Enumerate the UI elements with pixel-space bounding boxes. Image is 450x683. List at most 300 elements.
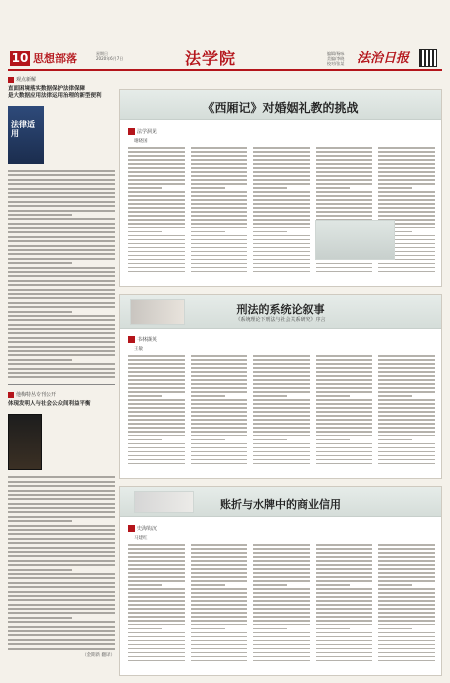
- text-line: [316, 455, 373, 457]
- text-line: [378, 191, 435, 193]
- text-line: [191, 403, 248, 405]
- text-line: [191, 584, 225, 586]
- text-line: [378, 644, 435, 646]
- text-line: [191, 159, 248, 161]
- text-line: [191, 399, 248, 401]
- text-line: [253, 195, 310, 197]
- text-line: [8, 494, 115, 496]
- text-line: [128, 363, 185, 365]
- text-line: [8, 359, 72, 361]
- text-line: [316, 371, 373, 373]
- column-tag-label: 书林撷英: [137, 337, 158, 343]
- text-line: [8, 210, 115, 212]
- text-line: [128, 187, 162, 189]
- text-line: [378, 419, 435, 421]
- text-line: [128, 163, 185, 165]
- text-line: [316, 151, 373, 153]
- text-line: [378, 576, 435, 578]
- text-line: [316, 387, 373, 389]
- text-line: [128, 179, 185, 181]
- left-section-tag-2: [8, 391, 115, 398]
- text-line: [253, 596, 310, 598]
- text-line: [128, 267, 185, 269]
- text-line: [316, 271, 373, 273]
- text-line: [378, 439, 412, 441]
- text-line: [8, 289, 115, 291]
- text-line: [191, 568, 248, 570]
- text-line: [8, 643, 115, 645]
- text-line: [316, 207, 373, 209]
- text-line: [316, 183, 373, 185]
- text-line: [128, 175, 185, 177]
- text-line: [378, 151, 435, 153]
- text-line: [128, 656, 185, 658]
- text-line: [8, 236, 115, 238]
- text-line: [378, 359, 435, 361]
- text-line: [128, 628, 162, 630]
- text-line: [253, 451, 310, 453]
- text-line: [128, 383, 185, 385]
- text-line: [316, 576, 373, 578]
- text-line: [378, 199, 435, 201]
- text-line: [316, 660, 373, 662]
- text-line: [253, 407, 310, 409]
- text-line: [128, 227, 185, 229]
- text-line: [378, 616, 435, 618]
- text-line: [316, 604, 373, 606]
- text-line: [316, 419, 373, 421]
- newspaper-logo: 法治日报: [357, 51, 410, 66]
- text-line: [191, 463, 248, 465]
- text-line: [378, 371, 435, 373]
- text-line: [378, 427, 435, 429]
- text-line: [128, 195, 185, 197]
- text-line: [8, 332, 115, 334]
- text-line: [128, 600, 185, 602]
- text-line: [128, 263, 185, 265]
- text-line: [316, 592, 373, 594]
- text-line: [8, 267, 115, 269]
- qr-code-icon: [419, 49, 437, 67]
- text-line: [378, 175, 435, 177]
- text-line: [191, 167, 248, 169]
- text-line: [8, 324, 115, 326]
- text-line: [128, 207, 185, 209]
- text-line: [253, 227, 310, 229]
- text-line: [8, 507, 115, 509]
- article-panel-commercial-credit: [119, 486, 442, 676]
- text-line: [8, 511, 115, 513]
- text-line: [191, 644, 248, 646]
- text-line: [191, 195, 248, 197]
- text-line: [316, 159, 373, 161]
- text-line: [253, 564, 310, 566]
- text-line: [378, 636, 435, 638]
- text-line: [316, 612, 373, 614]
- text-line: [316, 411, 373, 413]
- text-line: [316, 415, 373, 417]
- text-line: [8, 192, 115, 194]
- text-line: [316, 435, 373, 437]
- text-line: [8, 551, 115, 553]
- text-line: [253, 636, 310, 638]
- text-line: [378, 267, 435, 269]
- text-line: [128, 387, 185, 389]
- text-line: [191, 660, 248, 662]
- text-line: [378, 640, 435, 642]
- text-line: [191, 616, 248, 618]
- text-line: [253, 163, 310, 165]
- text-line: [128, 612, 185, 614]
- text-line: [8, 245, 115, 247]
- text-line: [316, 560, 373, 562]
- text-line: [316, 443, 373, 445]
- text-line: [191, 600, 248, 602]
- text-line: [378, 451, 435, 453]
- text-line: [253, 203, 310, 205]
- text-line: [8, 306, 115, 308]
- text-line: [316, 211, 373, 213]
- text-line: [316, 640, 373, 642]
- text-line: [128, 159, 185, 161]
- text-line: [191, 431, 248, 433]
- text-line: [316, 163, 373, 165]
- text-line: [253, 379, 310, 381]
- text-line: [253, 652, 310, 654]
- text-line: [316, 572, 373, 574]
- text-line: [191, 207, 248, 209]
- text-line: [191, 263, 248, 265]
- text-line: [378, 387, 435, 389]
- text-line: [253, 656, 310, 658]
- text-line: [191, 423, 248, 425]
- text-line: [253, 568, 310, 570]
- text-line: [378, 435, 435, 437]
- text-line: [8, 481, 115, 483]
- text-line: [378, 588, 435, 590]
- text-line: [316, 171, 373, 173]
- editor-credits: [327, 51, 344, 66]
- left-headline-2: 体现发明人与社会公众间利益平衡: [8, 401, 91, 408]
- text-line: [253, 187, 287, 189]
- text-line: [8, 183, 115, 185]
- text-line: [378, 620, 435, 622]
- article-title: 《西厢记》对婚姻礼教的挑战: [202, 101, 359, 115]
- text-line: [253, 644, 310, 646]
- text-line: [128, 191, 185, 193]
- left-subheadline: 是大数据应用法律运用治理的新型便利: [8, 93, 102, 99]
- text-line: [128, 560, 185, 562]
- text-line: [253, 259, 310, 261]
- text-line: [316, 648, 373, 650]
- text-line: [253, 447, 310, 449]
- text-line: [316, 564, 373, 566]
- text-line: [316, 608, 373, 610]
- text-line: [316, 399, 373, 401]
- text-line: [378, 596, 435, 598]
- text-line: [8, 490, 115, 492]
- article-column-tag: [128, 336, 157, 343]
- proofreader-credit: 校对/张某: [327, 61, 345, 66]
- text-line: [316, 584, 350, 586]
- text-line: [191, 411, 248, 413]
- text-line: [128, 568, 185, 570]
- text-line: [191, 387, 248, 389]
- text-line: [128, 355, 185, 357]
- text-line: [253, 367, 310, 369]
- text-line: [378, 415, 435, 417]
- text-line: [128, 203, 185, 205]
- text-line: [128, 407, 185, 409]
- text-line: [316, 367, 373, 369]
- text-line: [253, 167, 310, 169]
- text-column: [316, 355, 373, 467]
- text-line: [8, 337, 115, 339]
- text-line: [253, 608, 310, 610]
- text-line: [8, 599, 115, 601]
- text-line: [128, 660, 185, 662]
- text-line: [253, 207, 310, 209]
- text-line: [191, 171, 248, 173]
- text-line: [378, 159, 435, 161]
- text-line: [316, 167, 373, 169]
- article-panel-criminal-law: [119, 294, 442, 479]
- article-title: 账折与水牌中的商业信用: [220, 498, 341, 511]
- text-line: [316, 195, 373, 197]
- text-line: [191, 239, 248, 241]
- text-line: [253, 395, 287, 397]
- text-line: [316, 355, 373, 357]
- text-line: [191, 632, 248, 634]
- text-line: [128, 588, 185, 590]
- article-panel-xixiangji: [119, 89, 442, 287]
- text-line: [191, 620, 248, 622]
- text-line: [128, 584, 162, 586]
- text-line: [8, 634, 115, 636]
- text-line: [8, 503, 115, 505]
- text-line: [378, 167, 435, 169]
- text-line: [378, 431, 435, 433]
- text-line: [128, 359, 185, 361]
- left-article-body-2: [8, 476, 115, 649]
- tag-square-icon: [8, 392, 14, 398]
- left-column: [8, 76, 115, 676]
- page-header: [0, 0, 450, 72]
- text-line: [316, 263, 373, 265]
- text-line: [8, 520, 72, 522]
- text-line: [128, 423, 185, 425]
- text-line: [378, 656, 435, 658]
- text-line: [191, 580, 248, 582]
- text-line: [128, 552, 185, 554]
- text-line: [191, 548, 248, 550]
- header-rule: [8, 69, 442, 71]
- text-line: [191, 447, 248, 449]
- text-line: [8, 564, 115, 566]
- text-line: [316, 656, 373, 658]
- text-line: [191, 443, 248, 445]
- text-column: [128, 355, 185, 467]
- text-line: [8, 498, 115, 500]
- text-line: [316, 463, 373, 465]
- text-line: [253, 455, 310, 457]
- text-line: [253, 584, 287, 586]
- text-line: [128, 592, 185, 594]
- text-line: [316, 544, 373, 546]
- text-line: [378, 572, 435, 574]
- text-line: [8, 608, 115, 610]
- text-line: [191, 652, 248, 654]
- text-line: [191, 576, 248, 578]
- text-line: [191, 247, 248, 249]
- text-line: [191, 231, 225, 233]
- text-line: [128, 652, 185, 654]
- text-line: [253, 151, 310, 153]
- text-line: [191, 227, 248, 229]
- left-footer-credit: （金期新 翻译）: [82, 652, 115, 658]
- text-line: [316, 175, 373, 177]
- article-title: 刑法的系统论叙事: [236, 303, 325, 316]
- text-line: [253, 363, 310, 365]
- text-line: [316, 652, 373, 654]
- text-line: [128, 455, 185, 457]
- text-line: [8, 205, 115, 207]
- left-section-tag: [8, 76, 115, 83]
- text-line: [8, 196, 115, 198]
- text-line: [191, 648, 248, 650]
- text-line: [8, 476, 115, 478]
- text-line: [378, 195, 435, 197]
- text-column: [316, 544, 373, 664]
- text-line: [128, 223, 185, 225]
- text-line: [8, 485, 115, 487]
- text-line: [253, 600, 310, 602]
- text-line: [316, 459, 373, 461]
- text-line: [316, 552, 373, 554]
- text-line: [128, 596, 185, 598]
- text-line: [253, 415, 310, 417]
- text-line: [378, 552, 435, 554]
- text-line: [253, 199, 310, 201]
- text-line: [8, 240, 115, 242]
- text-line: [191, 191, 248, 193]
- text-line: [378, 411, 435, 413]
- text-line: [316, 187, 350, 189]
- text-line: [8, 328, 115, 330]
- text-line: [316, 395, 350, 397]
- text-line: [191, 640, 248, 642]
- text-line: [253, 419, 310, 421]
- abacus-illustration: [134, 491, 194, 513]
- text-line: [378, 391, 435, 393]
- text-line: [378, 215, 435, 217]
- text-line: [253, 267, 310, 269]
- article-banner: [120, 90, 441, 120]
- text-line: [128, 564, 185, 566]
- text-line: [378, 203, 435, 205]
- text-line: [8, 604, 115, 606]
- text-column: [191, 544, 248, 664]
- text-column: [378, 544, 435, 664]
- text-line: [253, 572, 310, 574]
- text-line: [253, 459, 310, 461]
- text-line: [378, 568, 435, 570]
- text-line: [8, 262, 72, 264]
- text-line: [8, 280, 115, 282]
- text-line: [253, 247, 310, 249]
- text-line: [253, 175, 310, 177]
- text-line: [253, 271, 310, 273]
- text-line: [8, 214, 72, 216]
- text-line: [8, 612, 115, 614]
- text-line: [8, 586, 115, 588]
- article-body: [128, 544, 435, 664]
- text-line: [128, 435, 185, 437]
- text-line: [128, 608, 185, 610]
- text-line: [128, 411, 185, 413]
- section-name: 思想部落: [33, 52, 77, 65]
- text-line: [128, 431, 185, 433]
- text-line: [128, 251, 185, 253]
- text-line: [128, 239, 185, 241]
- text-line: [128, 616, 185, 618]
- text-line: [128, 219, 185, 221]
- text-line: [378, 403, 435, 405]
- text-line: [253, 443, 310, 445]
- text-line: [128, 548, 185, 550]
- text-line: [191, 151, 248, 153]
- text-line: [378, 263, 435, 265]
- text-line: [128, 580, 185, 582]
- text-line: [128, 171, 185, 173]
- text-line: [191, 439, 225, 441]
- text-line: [378, 624, 435, 626]
- text-line: [8, 284, 115, 286]
- text-line: [191, 391, 248, 393]
- text-line: [191, 604, 248, 606]
- text-line: [128, 271, 185, 273]
- text-line: [8, 538, 115, 540]
- text-line: [191, 363, 248, 365]
- text-line: [8, 258, 115, 260]
- text-line: [128, 243, 185, 245]
- text-line: [128, 259, 185, 261]
- text-line: [253, 183, 310, 185]
- text-line: [253, 371, 310, 373]
- text-line: [191, 359, 248, 361]
- text-line: [253, 211, 310, 213]
- issue-weekday: 星期日: [96, 51, 108, 56]
- text-line: [253, 620, 310, 622]
- text-line: [378, 379, 435, 381]
- text-line: [191, 183, 248, 185]
- tag-square-icon: [128, 336, 135, 343]
- text-line: [378, 560, 435, 562]
- text-line: [316, 391, 373, 393]
- text-line: [316, 267, 373, 269]
- text-column: [191, 147, 248, 275]
- text-line: [253, 239, 310, 241]
- book-cover-title: 法律适用: [11, 119, 35, 138]
- text-line: [128, 199, 185, 201]
- text-line: [378, 187, 412, 189]
- text-line: [253, 632, 310, 634]
- text-line: [128, 151, 185, 153]
- text-line: [191, 564, 248, 566]
- text-line: [8, 293, 115, 295]
- text-line: [316, 644, 373, 646]
- text-line: [378, 600, 435, 602]
